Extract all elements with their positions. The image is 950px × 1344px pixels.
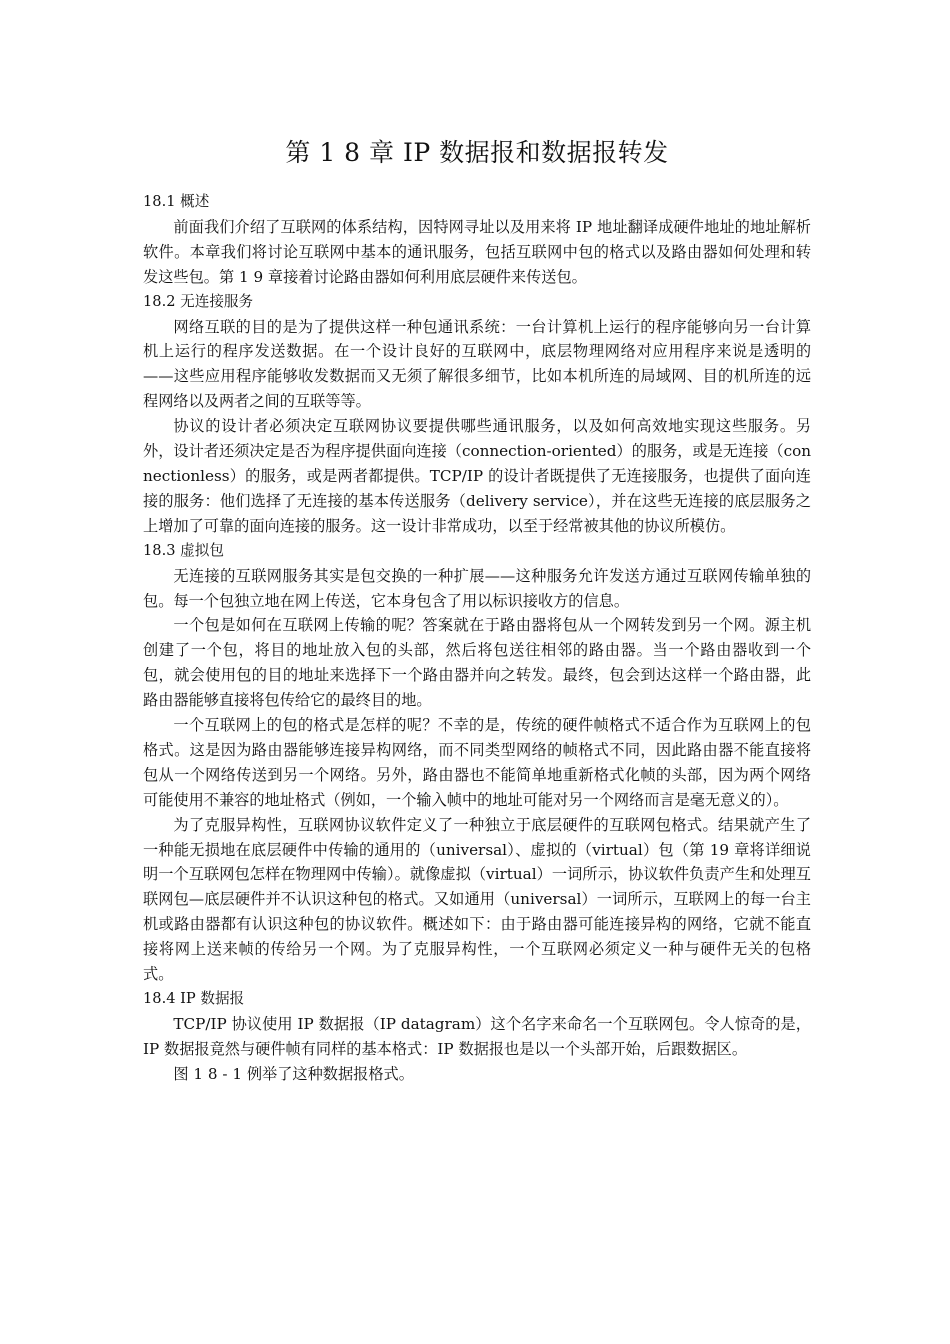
section-heading: 18.3 虚拟包 (143, 541, 224, 559)
paragraph: 前面我们介绍了互联网的体系结构，因特网寻址以及用来将 IP 地址翻译成硬件地址的地址解析软件。本章我们将讨论互联网中基本的通讯服务，包括互联网中包的格式以及路由器如何处理和转发这些包。第 1 9 章接着讨论路由器如何利用底层硬件来传送包。 (143, 217, 811, 286)
section-connectionless-service (143, 290, 811, 539)
section-overview (143, 190, 811, 290)
paragraph: 为了克服异构性，互联网协议软件定义了一种独立于底层硬件的互联网包格式。结果就产生了一种能无损地在底层硬件中传输的通用的（universal）、虚拟的（virtual）包（第 19 章将详细说明一个互联网包怎样在物理网中传输）。就像虚拟（virtual）一词所示，协议软件负责产生和处理互联网包—底层硬件并不认识这种包的格式。又如通用（universal）一词所示，互联网上的每一台主机或路由器都有认识这种包的协议软件。概述如下：由于路由器可能连接异构的网络，它就不能直接将网上送来帧的传给另一个网。为了克服异构性，一个互联网必须定义一种与硬件无关的包格式。 (143, 815, 811, 984)
section-heading: 18.1 概述 (143, 193, 210, 210)
section-heading: 18.2 无连接服务 (143, 292, 254, 310)
section-virtual-packet (143, 539, 811, 987)
paragraph: 无连接的互联网服务其实是包交换的一种扩展——这种服务允许发送方通过互联网传输单独的包。每一个包独立地在网上传送，它本身包含了用以标识接收方的信息。 (143, 566, 811, 610)
document-body (143, 190, 811, 1087)
section-ip-datagram (143, 987, 811, 1087)
paragraph: 一个包是如何在互联网上传输的呢？答案就在于路由器将包从一个网转发到另一个网。源主机创建了一个包，将目的地址放入包的头部，然后将包送往相邻的路由器。当一个路由器收到一个包，就会使用包的目的地址来选择下一个路由器并向之转发。最终，包会到达这样一个路由器，此路由器能够直接将包传给它的最终目的地。 (143, 616, 811, 710)
paragraph: 图 1 8 - 1 例举了这种数据报格式。 (173, 1064, 414, 1083)
paragraph: 网络互联的目的是为了提供这样一种包通讯系统：一台计算机上运行的程序能够向另一台计算机上运行的程序发送数据。在一个设计良好的互联网中，底层物理网络对应用程序来说是透明的——这些应用程序能够收发数据而又无须了解很多细节，比如本机所连的局域网、目的机所连的远程网络以及两者之间的互联等等。 (143, 317, 811, 411)
paragraph: 协议的设计者必须决定互联网协议要提供哪些通讯服务，以及如何高效地实现这些服务。另外，设计者还须决定是否为程序提供面向连接（connection-oriented）的服务，或是无连接（connectionless）的服务，或是两者都提供。TCP/IP 的设计者既提供了无连接服务，也提供了面向连接的服务：他们选择了无连接的基本传送服务（delivery service），并在这些无连接的底层服务之上增加了可靠的面向连接的服务。这一设计非常成功，以至于经常被其他的协议所模仿。 (143, 417, 811, 535)
paragraph: 一个互联网上的包的格式是怎样的呢？不幸的是，传统的硬件帧格式不适合作为互联网上的包格式。这是因为路由器能够连接异构网络，而不同类型网络的帧格式不同，因此路由器不能直接将包从一个网络传送到另一个网络。另外，路由器也不能简单地重新格式化帧的头部，因为两个网络可能使用不兼容的地址格式（例如，一个输入帧中的地址可能对另一个网络而言是毫无意义的）。 (143, 716, 811, 809)
document-page (143, 0, 811, 1344)
section-heading: 18.4 IP 数据报 (143, 990, 245, 1007)
chapter-title: 第 1 8 章 IP 数据报和数据报转发 (285, 138, 669, 167)
paragraph: TCP/IP 协议使用 IP 数据报（IP datagram）这个名字来命名一个互联网包。令人惊奇的是，IP 数据报竟然与硬件帧有同样的基本格式：IP 数据报也是以一个头部开始，后跟数据区。 (143, 1014, 811, 1058)
